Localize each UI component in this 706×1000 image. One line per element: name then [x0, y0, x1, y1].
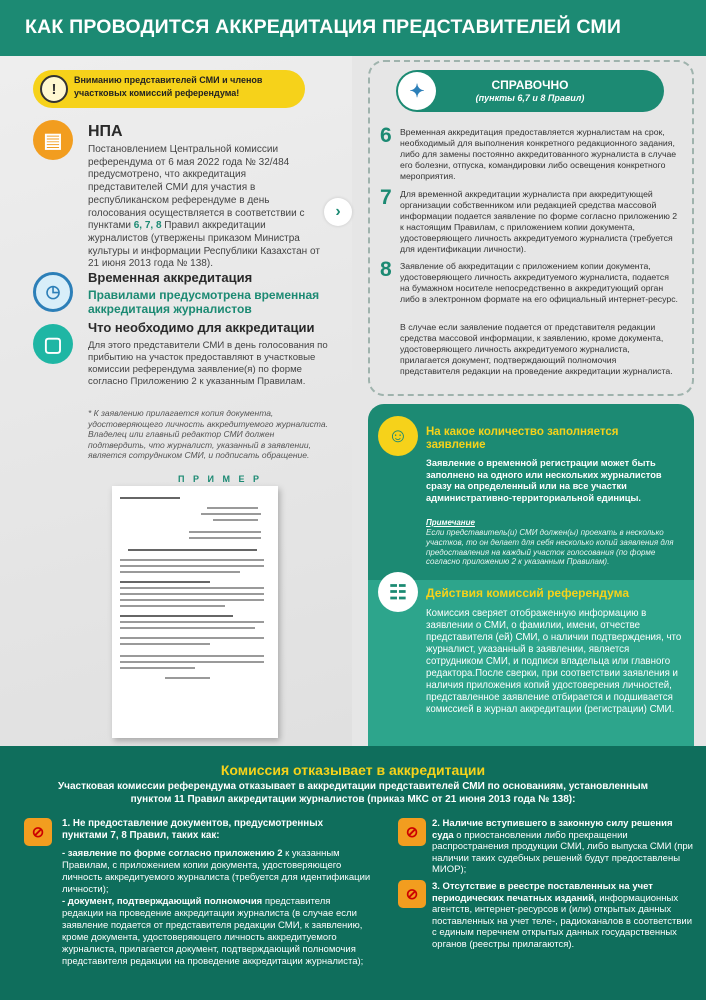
- court-decision-icon: ⊘: [398, 818, 426, 846]
- form-sample-image: [112, 486, 278, 738]
- npa-text: Постановлением Центральной комиссии референдума от 6 мая 2022 года № 32/484 предусмотрено, что аккредитация представителей СМИ для участия в республиканском референдуме в день голосования осуществляется в соответствии с пунктами 6, 7, 8 Правил аккредитации журналистов (утвержены приказом Министра культуры и информации Республики Казахстан от 21 июня 2013 года № 138).: [88, 144, 320, 270]
- clock-icon: ◷: [33, 272, 73, 312]
- arrow-right-icon: ›: [324, 198, 352, 226]
- npa-points: 6, 7, 8: [133, 220, 162, 232]
- group-icon: ☷: [378, 572, 418, 612]
- rule-text: Временная аккредитация предоставляется журналистам на срок, необходимый для выполнения конкретного редакционного задания, либо для замены постоянно аккредитованного журналиста в случае его болезни, отпуска, командировки либо освещения конкретного мероприятия.: [400, 127, 677, 181]
- npa-title: НПА: [88, 123, 123, 140]
- rule-number: 7: [380, 186, 392, 209]
- note-title: Примечание: [426, 518, 475, 527]
- refusal-item-3: 3. Отсутствие в реестре поставленных на учет периодических печатных изданий, информационных агентств, интернет-ресурсов и (или) открытых данных поставленных на учет теле-, радиоканалов в соответствии с единым перечнем открытых данных государственных органов (реестры прилагаются).: [432, 881, 693, 950]
- rule-number: 8: [380, 258, 392, 281]
- person-icon: ☺: [378, 416, 418, 456]
- refusal-item-2: 2. Наличие вступившего в законную силу решения суда о приостановлении либо прекращении распространения продукции СМИ, либо выпуска СМИ (при наличии таких судебных решений будут предоставлены МИОР);: [432, 818, 693, 876]
- page-title: КАК ПРОВОДИТСЯ АККРЕДИТАЦИЯ ПРЕДСТАВИТЕЛЕЙ СМИ: [0, 0, 706, 56]
- refusal-item-1-text: - заявление по форме согласно приложению 2 к указанным Правилам, с приложением копии документа, удостоверяющего личность аккредитуемого журналиста (требуется для идентификации личности); - документ, подтверждающий полномочия представителя редакции на проведение аккредитации журналиста (в случае если заявление подается от представителя редакции СМИ, к заявлению, кроме документа, удостоверяющего личность аккредитуемого журналиста, прилагается документ, подтверждающий полномочия представителя редакции на проведение аккредитации журналиста);: [62, 848, 371, 967]
- puzzle-icon: ✦: [398, 72, 436, 110]
- refusal-item-1-title: 1. Не предоставление документов, предусмотренных пунктами 7, 8 Правил, таких как:: [62, 818, 324, 841]
- temporary-title: Временная аккредитация: [88, 270, 253, 285]
- refusal-title: Комиссия отказывает в аккредитации: [220, 762, 486, 778]
- quantity-title: На какое количество заполняется заявление: [426, 426, 619, 451]
- reference-title: СПРАВОЧНО: [491, 78, 569, 92]
- no-documents-icon: ⊘: [24, 818, 52, 846]
- document-icon: ▢: [33, 324, 73, 364]
- reference-subtitle: (пункты 6,7 и 8 Правил): [475, 93, 585, 103]
- example-label: П Р И М Е Р: [178, 474, 262, 484]
- warning-icon: !: [40, 75, 68, 103]
- quantity-text: Заявление о временной регистрации может быть заполнено на одного или нескольких журналистов сразу на определенный или на все участки административно-территориальной единицы.: [426, 458, 662, 504]
- commission-text: Комиссия сверяет отображенную информацию в заявлении о СМИ, о фамилии, имени, отчестве представителя (ей) СМИ, о наличии подтверждения, что журналист, указанный в заявлении, является сотрудником СМИ, и подписи владельца или главного редактора.После сверки, при соответствии заявления и наличия приложения копий удостоверения личностей, представленное заявление отбирается и подшивается комиссией в журнал аккредитации (регистрации) СМИ.: [426, 608, 682, 715]
- reference-banner: [396, 70, 664, 112]
- refusal-subtitle: Участковая комиссии референдума отказывает в аккредитации представителей СМИ по основаниям, установленным пунктом 11 Правил аккредитации журналистов (приказ МКС от 21 июня 2013 года № 138):: [57, 781, 649, 805]
- temporary-text: Правилами предусмотрена временная аккредитация журналистов: [88, 288, 320, 316]
- needed-text: Для этого представители СМИ в день голосования по прибытию на участок предоставляют в участковые комиссии референдума заявление(я) по форме согласно Приложению 2 к указанным Правилам.: [88, 340, 328, 387]
- footnote: * К заявлению прилагается копия документа, удостоверяющего личность аккредитуемого журналиста. Владелец или главный редактор СМИ должен подтвердить, что журналист, указанный в заявлении, является сотрудником СМИ, и подписать обращение.: [88, 408, 328, 460]
- needed-title: Что необходимо для аккредитации: [88, 320, 315, 335]
- rule-8-extra-text: В случае если заявление подается от представителя редакции средства массовой информации, к заявлению, кроме документа, удостоверяющего личность аккредитуемого журналиста, прилагается документ, подтверждающий полномочия представителя редакции на проведение аккредитации журналиста.: [400, 322, 673, 376]
- rule-number: 6: [380, 124, 392, 147]
- rule-text: Для временной аккредитации журналиста при аккредитующей организации собственником или редакцией средства массовой информации подается заявление по форме согласно приложению 2 к настоящим Правилам, с приложением копии документа, удостоверяющего личность аккредитуемого журналиста (требуется для идентификации личности).: [400, 189, 678, 254]
- id-card-icon: ▤: [33, 120, 73, 160]
- warning-text: Вниманию представителей СМИ и членов участковых комиссий референдума!: [74, 75, 263, 98]
- no-registry-icon: ⊘: [398, 880, 426, 908]
- commission-title: Действия комиссий референдума: [426, 586, 630, 600]
- rule-text: Заявление об аккредитации с приложением копии документа, удостоверяющего личность аккредитуемого журналиста, подается на бумажном носителе непосредственно в аккредитующий орган либо в электронном формате на его официальный интернет-ресурс.: [400, 261, 678, 304]
- note-text: Если представитель(и) СМИ должен(ы) проехать в несколько участков, то он делает для себя несколько копий заявления для предоставления на каждый участок голосования (по форме согласно приложению 2 к указанным Правилам).: [426, 528, 674, 567]
